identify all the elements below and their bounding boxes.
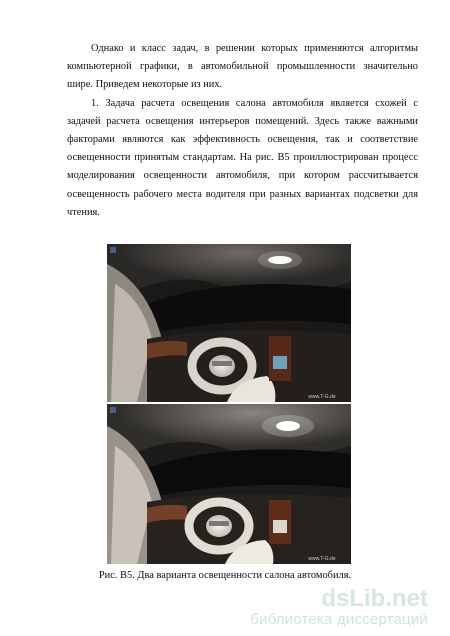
figure-caption: Рис. В5. Два варианта освещенности салона автомобиля. [98,570,352,581]
watermark-logo: dsLib.net [321,585,428,612]
site-watermark [250,586,428,628]
car-interior-render-2 [107,404,351,564]
render-watermark-1: www.T-G.de [308,394,336,400]
render-watermark-2: www.T-G.de [308,556,336,562]
watermark-subtitle: библиотека диссертаций [250,611,428,628]
car-interior-render-1 [107,244,351,402]
paragraph-1: Однако и класс задач, в решении которых применяются алгоритмы компьютерной графики, в автомобильной промышленности значительно шире. Приведем некоторые из них. [67,43,418,91]
body-text [67,40,418,222]
paragraph-2: 1. Задача расчета освещения салона автомобиля является схожей с задачей расчета освещения интерьеров помещений. Здесь также важными факторами являются как эффективность освещения, так и соответствие освещенности принятым стандартам. На рис. В5 проиллюстрирован процесс моделирования освещенности автомобиля, при котором рассчитывается освещенность рабочего места водителя при разных вариантах подсветки для чтения. [67,97,418,218]
